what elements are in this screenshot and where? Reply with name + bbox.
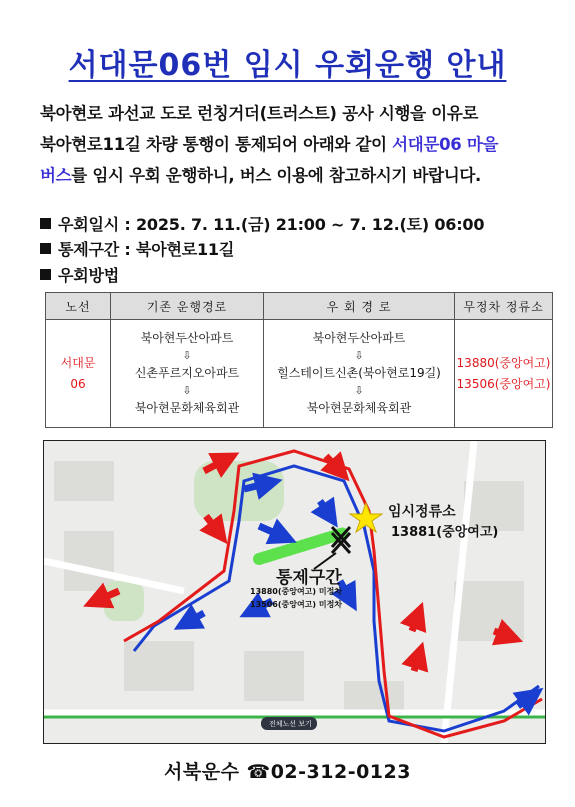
- header-skip-stops: 무정차 정류소: [455, 293, 553, 320]
- existing-route-cell: 북아현두산아파트 ⇩ 신촌푸르지오아파트 ⇩ 북아현문화체육회관: [111, 320, 264, 428]
- detour-route-cell: 북아현두산아파트 ⇩ 힐스테이트신촌(북아현로19길) ⇩ 북아현문화체육회관: [264, 320, 455, 428]
- route-table: [45, 292, 553, 428]
- detour-method-heading: 우회방법: [40, 263, 119, 286]
- full-route-button-label[interactable]: 전체노선 보기: [269, 720, 312, 728]
- header-route: 노선: [46, 293, 111, 320]
- closed-section-label: 통제구간: [276, 568, 342, 588]
- detour-map: [43, 440, 546, 744]
- skip-stops-cell: 13880(중앙여고) 13506(중앙여고): [455, 320, 553, 428]
- intro-paragraph: [40, 98, 545, 191]
- route-number-cell: 서대문 06: [46, 320, 111, 428]
- arrow-down-icon: ⇩: [182, 384, 192, 397]
- header-existing: 기존 운행경로: [111, 293, 264, 320]
- arrow-down-icon: ⇩: [182, 349, 192, 362]
- route-arrow-icon: [186, 613, 204, 623]
- footer-contact: 서북운수 ☎02-312-0123: [164, 761, 411, 783]
- temp-stop-title: 임시정류소: [388, 504, 456, 520]
- table-row: [46, 320, 553, 428]
- arrow-down-icon: ⇩: [354, 349, 364, 362]
- temp-stop-id: 13881(중앙여고): [391, 525, 499, 540]
- intro-line-2: 북아현로11길 차량 통행이 통제되어 아래와 같이 서대문06 마을: [40, 135, 499, 154]
- skip-stop-note-2: 13506(중앙여고) 미정차: [250, 600, 343, 609]
- route-arrow-icon: [259, 526, 284, 537]
- skip-stop-note-1: 13880(중앙여고) 미정차: [250, 587, 343, 596]
- closed-section: 통제구간 : 북아현로11길: [40, 237, 234, 260]
- detour-period: 우회일시 : 2025. 7. 11.(금) 21:00 ~ 7. 12.(토) 06:00: [40, 212, 484, 235]
- arrow-down-icon: ⇩: [354, 384, 364, 397]
- intro-line-1: 북아현로 과선교 도로 런칭거더(트러스트) 공사 시행을 이유로: [40, 104, 479, 123]
- detour-arrow-icon: [414, 655, 419, 671]
- bullet-square-icon: [40, 269, 51, 280]
- detour-arrow-icon: [412, 615, 418, 631]
- bullet-square-icon: [40, 243, 51, 254]
- page-title: 서대문06번 임시 우회운행 안내: [68, 48, 507, 83]
- route-arrow-icon: [320, 501, 330, 516]
- bullet-square-icon: [40, 218, 51, 229]
- intro-line-3: 버스를 임시 우회 운행하니, 버스 이용에 참고하시기 바랍니다.: [40, 166, 482, 185]
- header-detour: 우 회 경 로: [264, 293, 455, 320]
- route-highlight: 서대문06 마을: [392, 135, 499, 154]
